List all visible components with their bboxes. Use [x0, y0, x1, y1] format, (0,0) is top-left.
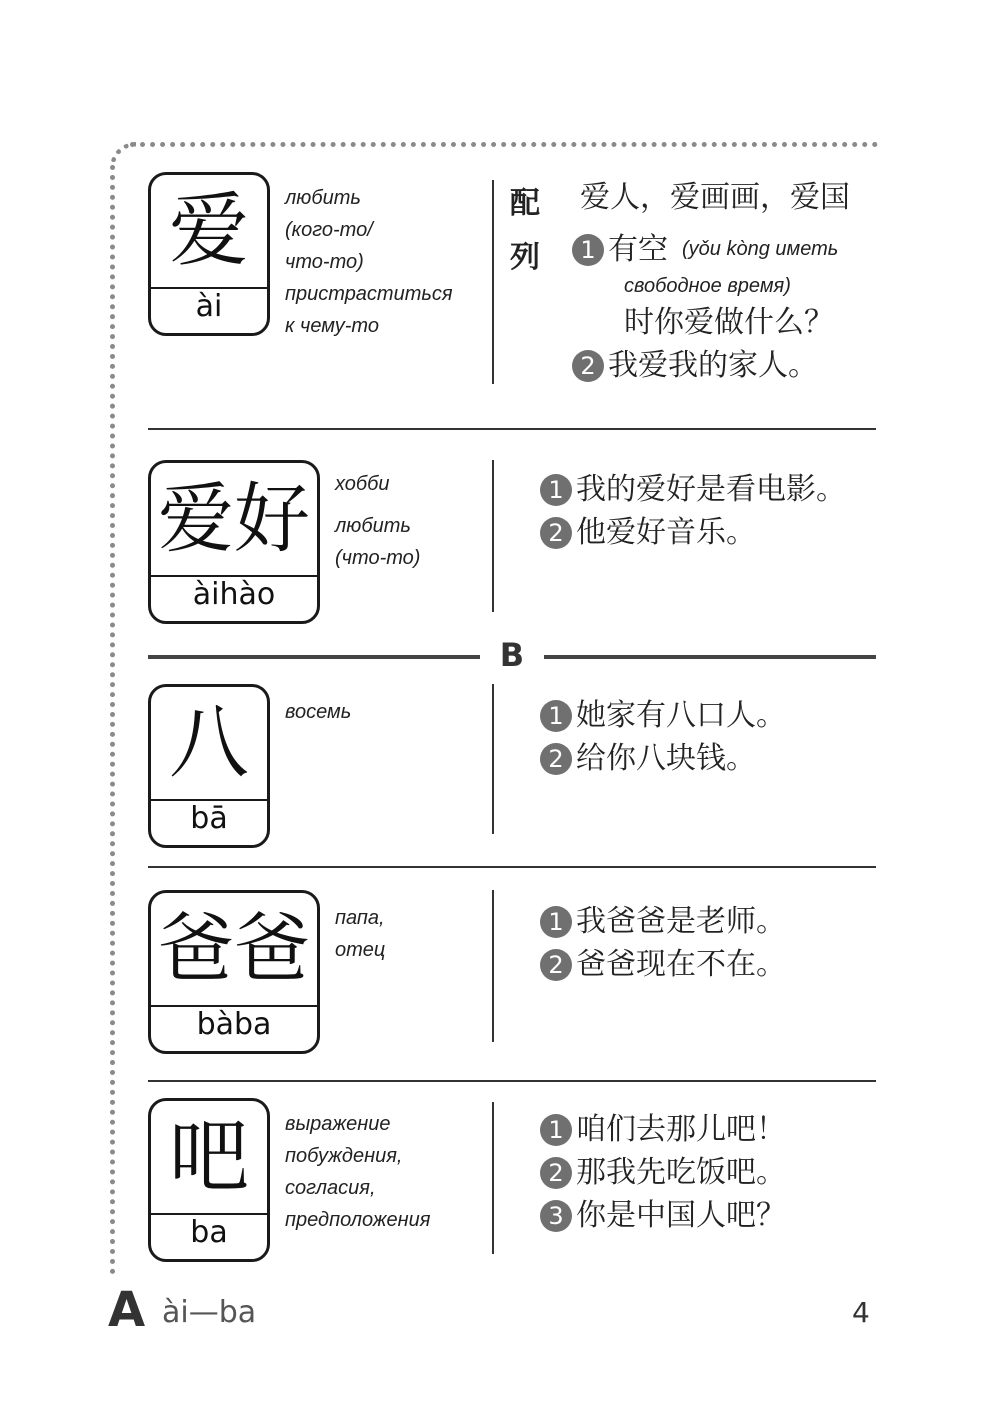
hanzi: 吧 [169, 1110, 249, 1203]
pinyin: ba [151, 1213, 267, 1259]
example-text: 你是中国人吧？ [576, 1198, 786, 1233]
example-number: 1 [540, 1114, 572, 1146]
word-card [148, 684, 270, 848]
example-row [540, 468, 846, 511]
example-number: 1 [540, 474, 572, 506]
example-number: 2 [540, 949, 572, 981]
section-divider-left [148, 655, 480, 659]
footer-section-letter: A [108, 1282, 146, 1338]
dotted-border-top [130, 142, 878, 147]
definition: папа, отец [335, 907, 386, 961]
collocations-label: 列 [510, 240, 540, 275]
example-text: 我爸爸是老师。 [576, 904, 786, 939]
examples [540, 468, 846, 554]
example-note: свободное время) [624, 274, 791, 297]
example-text: 那我先吃饭吧。 [576, 1155, 786, 1190]
example-text: 爸爸现在不在。 [576, 947, 786, 982]
example-text: 有空 [608, 232, 668, 267]
example-number: 3 [540, 1200, 572, 1232]
section-divider-right [544, 655, 876, 659]
example-row [540, 943, 786, 986]
examples [540, 694, 786, 780]
example-text: 她家有八口人。 [576, 698, 786, 733]
column-divider [492, 1102, 494, 1254]
example-number: 2 [540, 517, 572, 549]
entry-separator [148, 428, 876, 430]
example-row [572, 344, 838, 387]
column-divider [492, 684, 494, 834]
column-divider [492, 890, 494, 1042]
example-text: 咱们去那儿吧！ [576, 1112, 786, 1147]
footer-word-range: ài—ba [162, 1295, 257, 1330]
collocations-label: 配 [510, 186, 540, 221]
definition: восемь [285, 701, 352, 723]
hanzi: 爱 [169, 184, 249, 277]
example-row [540, 737, 786, 780]
pinyin: ài [151, 287, 267, 333]
example-number: 1 [540, 700, 572, 732]
examples [572, 228, 838, 387]
example-row [540, 511, 846, 554]
example-row [540, 694, 786, 737]
example-text: 我的爱好是看电影。 [576, 472, 846, 507]
example-row [572, 228, 838, 271]
definition: хобби любить (что-то) [335, 473, 421, 569]
section-letter: B [499, 636, 525, 674]
dotted-border-left [110, 165, 115, 1275]
hanzi: 爸爸 [158, 904, 310, 993]
example-text: 他爱好音乐。 [576, 515, 756, 550]
example-text: 给你八块钱。 [576, 741, 756, 776]
example-number: 1 [540, 906, 572, 938]
pinyin: bā [151, 799, 267, 845]
example-row [540, 900, 786, 943]
example-note: (yǒu kòng иметь [682, 238, 839, 260]
example-number: 2 [572, 350, 604, 382]
page-number: 4 [852, 1296, 870, 1329]
word-card [148, 172, 270, 336]
example-number: 2 [540, 1157, 572, 1189]
example-number: 1 [572, 234, 604, 266]
hanzi: 八 [169, 696, 249, 789]
example-row [540, 1151, 786, 1194]
example-row [572, 301, 838, 344]
hanzi: 爱好 [158, 474, 310, 563]
example-row [540, 1194, 786, 1237]
collocations: 爱人，爱画画，爱国 [580, 180, 850, 215]
example-text: 时你爱做什么？ [624, 305, 834, 340]
example-number: 2 [540, 743, 572, 775]
example-row [540, 1108, 786, 1151]
examples [540, 900, 786, 986]
pinyin: bàba [151, 1005, 317, 1051]
entry-separator [148, 866, 876, 868]
example-text: 我爱我的家人。 [608, 348, 818, 383]
pinyin: àihào [151, 575, 317, 621]
word-card [148, 1098, 270, 1262]
examples [540, 1108, 786, 1237]
example-row [572, 271, 838, 301]
entry-separator [148, 1080, 876, 1082]
column-divider [492, 460, 494, 612]
word-card [148, 890, 320, 1054]
word-card [148, 460, 320, 624]
definition: любить (кого-то/ что-то) пристраститься к чему-то [285, 187, 453, 337]
definition: выражение побуждения, согласия, предположения [285, 1113, 431, 1231]
column-divider [492, 180, 494, 384]
